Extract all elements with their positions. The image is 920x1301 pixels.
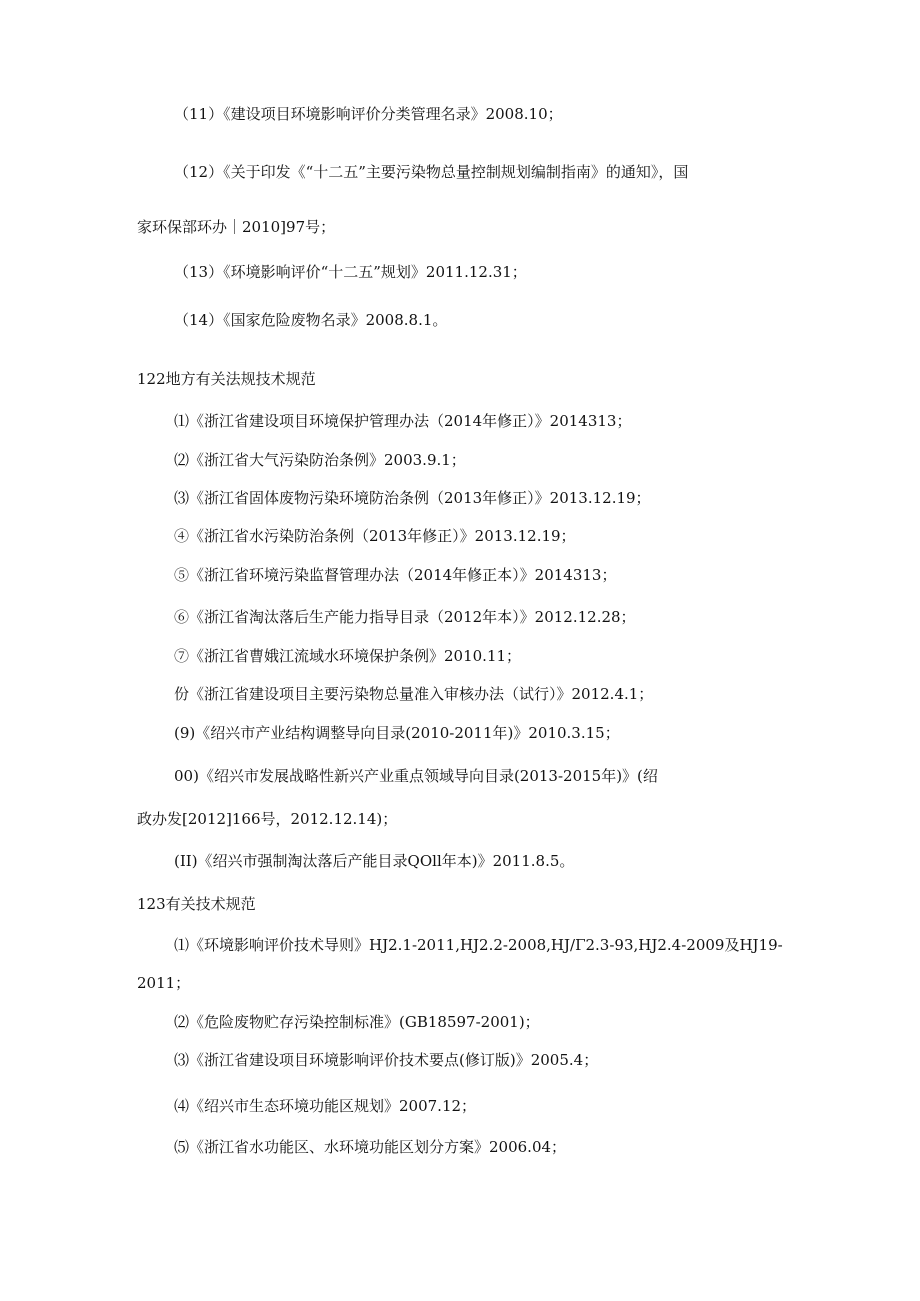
local-regulation-8: 份《浙江省建设项目主要污染物总量准入审核办法（试行）》2012.4.1； <box>174 685 654 703</box>
local-regulation-9: (9)《绍兴市产业结构调整导向目录(2010-2011年)》2010.3.15； <box>174 724 620 742</box>
local-regulation-5: ⑤《浙江省环境污染监督管理办法（2014年修正本）》2014313； <box>174 566 617 584</box>
local-regulation-1: ⑴《浙江省建设项目环境保护管理办法（2014年修正）》2014313； <box>174 412 632 430</box>
technical-standard-3: ⑶《浙江省建设项目环境影响评价技术要点(修订版)》2005.4； <box>174 1051 599 1069</box>
local-regulation-3: ⑶《浙江省固体废物污染环境防治条例（2013年修正）》2013.12.19； <box>174 489 651 507</box>
technical-standard-1: ⑴《环境影响评价技术导则》HJ2.1-2011,HJ2.2-2008,HJ/Γ2.3-93,HJ2.4-2009及HJ19- <box>174 936 783 954</box>
technical-standard-1-continued: 2011； <box>137 974 191 992</box>
reference-item-14: （14）《国家危险废物名录》2008.8.1。 <box>174 311 448 329</box>
local-regulation-2: ⑵《浙江省大气污染防治条例》2003.9.1； <box>174 451 466 469</box>
reference-item-13: （13）《环境影响评价“十二五”规划》2011.12.31； <box>174 263 527 281</box>
reference-item-12-continued: 家环保部环办｜2010]97号； <box>137 218 336 236</box>
technical-standard-4: ⑷《绍兴市生态环境功能区规划》2007.12； <box>174 1097 477 1115</box>
reference-item-11: （11）《建设项目环境影响评价分类管理名录》2008.10； <box>174 105 563 123</box>
local-regulation-10-continued: 政办发[2012]166号，2012.12.14)； <box>137 810 398 828</box>
local-regulation-7: ⑦《浙江省曹娥江流域水环境保护条例》2010.11； <box>174 647 522 665</box>
section-heading-122: 122地方有关法规技术规范 <box>137 370 316 388</box>
technical-standard-2: ⑵《危险废物贮存污染控制标准》(GB18597-2001)； <box>174 1013 540 1031</box>
local-regulation-4: ④《浙江省水污染防治条例（2013年修正）》2013.12.19； <box>174 527 576 545</box>
section-heading-123: 123有关技术规范 <box>137 895 256 913</box>
technical-standard-5: ⑸《浙江省水功能区、水环境功能区划分方案》2006.04； <box>174 1138 567 1156</box>
local-regulation-6: ⑥《浙江省淘汰落后生产能力指导目录（2012年本）》2012.12.28； <box>174 608 636 626</box>
local-regulation-11: (II)《绍兴市强制淘汰落后产能目录QOll年本)》2011.8.5。 <box>174 852 575 870</box>
local-regulation-10: 00)《绍兴市发展战略性新兴产业重点领域导向目录(2013-2015年)》(绍 <box>174 767 658 785</box>
reference-item-12: （12）《关于印发《“十二五”主要污染物总量控制规划编制指南》的通知》，国 <box>174 163 689 181</box>
